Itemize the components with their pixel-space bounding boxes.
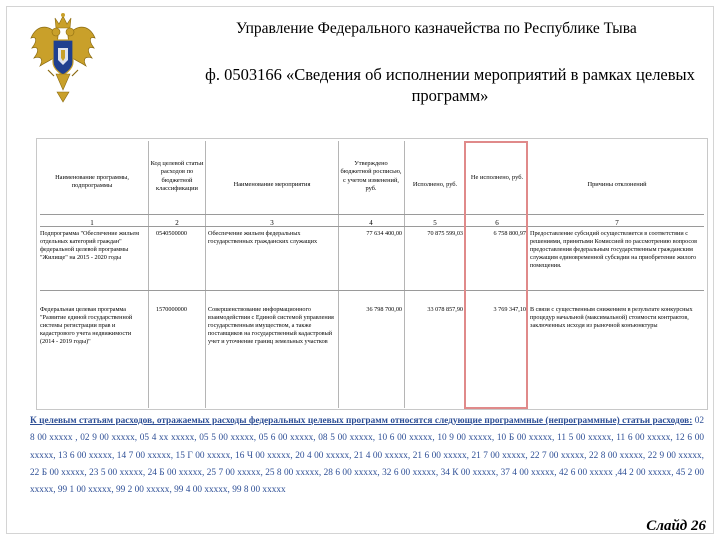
row1-executed: 70 875 599,03: [427, 230, 463, 237]
row1-measure: Обеспечение жильем федеральных государственных гражданских служащих: [208, 230, 318, 245]
row2-measure: Совершенствование информационного взаимодействия с Единой системой управления государственным имуществом, а также поставщиков на государственный кадастровый учет и уточнение границ земельных участков: [208, 306, 334, 345]
row2-reason: В связи с существенным снижением в результате конкурсных процедур начальной (максимальной) стоимости контрактов, заключенных исходя из рыночной конъюнктуры: [530, 306, 693, 329]
column-divider: [148, 141, 149, 408]
treasury-emblem-icon: [28, 12, 98, 104]
row2-approved: 36 798 700,00: [366, 306, 402, 313]
column-number: 3: [270, 219, 274, 227]
header-executed: Исполнено, руб.: [412, 181, 458, 188]
row-divider: [40, 290, 704, 291]
column-number: 5: [433, 219, 437, 227]
note-lead: К целевым статьям расходов, отражаемых расходы федеральных целевых программ относятся следующие программные (непрограммные) статьи расходов:: [30, 416, 693, 426]
column-number: 2: [175, 219, 179, 227]
column-number: 7: [615, 219, 619, 227]
row1-not-executed: 6 758 800,97: [493, 230, 526, 237]
row2-program: Федеральная целевая программа "Развитие единой государственной системы регистрации прав и кадастрового учета недвижимости (2014 - 2019 годы)": [40, 306, 133, 345]
header-measure: Наименование мероприятия: [233, 181, 311, 188]
header-not-executed: Не исполнено, руб.: [470, 174, 524, 181]
slide-number: Слайд 26: [646, 518, 706, 534]
header-program: Наименование программы, подпрограммы: [55, 174, 129, 190]
row1-approved: 77 634 400,00: [366, 230, 402, 237]
row1-code: 0540500000: [156, 230, 187, 237]
column-number: 1: [90, 219, 94, 227]
column-divider: [404, 141, 405, 408]
column-number: 4: [369, 219, 373, 227]
row2-executed: 33 078 857,90: [427, 306, 463, 313]
row1-program: Подпрограмма "Обеспечение жильем отдельных категорий граждан" федеральной целевой программы "Жилище" на 2015 - 2020 годы: [40, 230, 140, 261]
form-title: ф. 0503166 «Сведения об исполнении мероприятий в рамках целевых программ»: [205, 65, 695, 105]
column-divider: [205, 141, 206, 408]
not-executed-highlight: [464, 141, 528, 409]
header-reason: Причины отклонений: [587, 181, 647, 188]
row2-code: 1570000000: [156, 306, 187, 313]
row2-not-executed: 3 769 347,10: [493, 306, 526, 313]
target-items-note: [30, 413, 704, 499]
column-number: 6: [495, 219, 499, 227]
row-divider: [40, 214, 704, 215]
column-divider: [338, 141, 339, 408]
header-approved: Утверждено бюджетной росписью, с учетом изменений, руб.: [340, 160, 402, 193]
note-codes: 02 8 00 xxxxx , 02 9 00 xxxxx, 05 4 xx xxxxx, 05 5 00 xxxxx, 05 6 00 xxxxx, 08 5 00 xxxxx, 10 6 00 xxxxx, 10 9 00 xxxxx, 10 Б 00 xxxxx, 11 5 00 xxxxx, 11 6 00 xxxxx, 12 6 00 xxxxx, 13 6 00 xxxxx, 14 7 00 xxxxx, 15 Г 00 xxxxx, 16 Ч 00 xxxxx, 20 4 00 xxxxx, 21 4 00 xxxxx, 21 6 00 xxxxx, 21 7 00 xxxxx, 22 7 00 xxxxx, 22 8 00 xxxxx, 22 9 00 xxxxx, 22 Б 00 xxxxx, 23 5 00 xxxxx, 24 Б 00 xxxxx, 25 7 00 xxxxx, 25 8 00 xxxxx, 28 6 00 xxxxx, 32 6 00 xxxxx, 34 К 00 xxxxx, 37 4 00 xxxxx, 42 6 00 xxxxx ,44 2 00 xxxxx, 45 2 00 xxxxx, 99 1 00 xxxxx, 99 2 00 xxxxx, 99 4 00 xxxxx, 99 8 00 xxxxx: [30, 416, 705, 496]
row1-reason: Предоставление субсидий осуществляется в соответствии с решениями, принятыми Комиссией по рассмотрению вопросов предоставления федеральным государственным гражданским служащим единовременной субсидии на приобретение жилого помещения.: [530, 230, 698, 269]
organization-title: Управление Федерального казначейства по Республике Тыва: [236, 20, 637, 37]
header-code: Код целевой статьи расходов по бюджетной классификации: [150, 160, 204, 193]
